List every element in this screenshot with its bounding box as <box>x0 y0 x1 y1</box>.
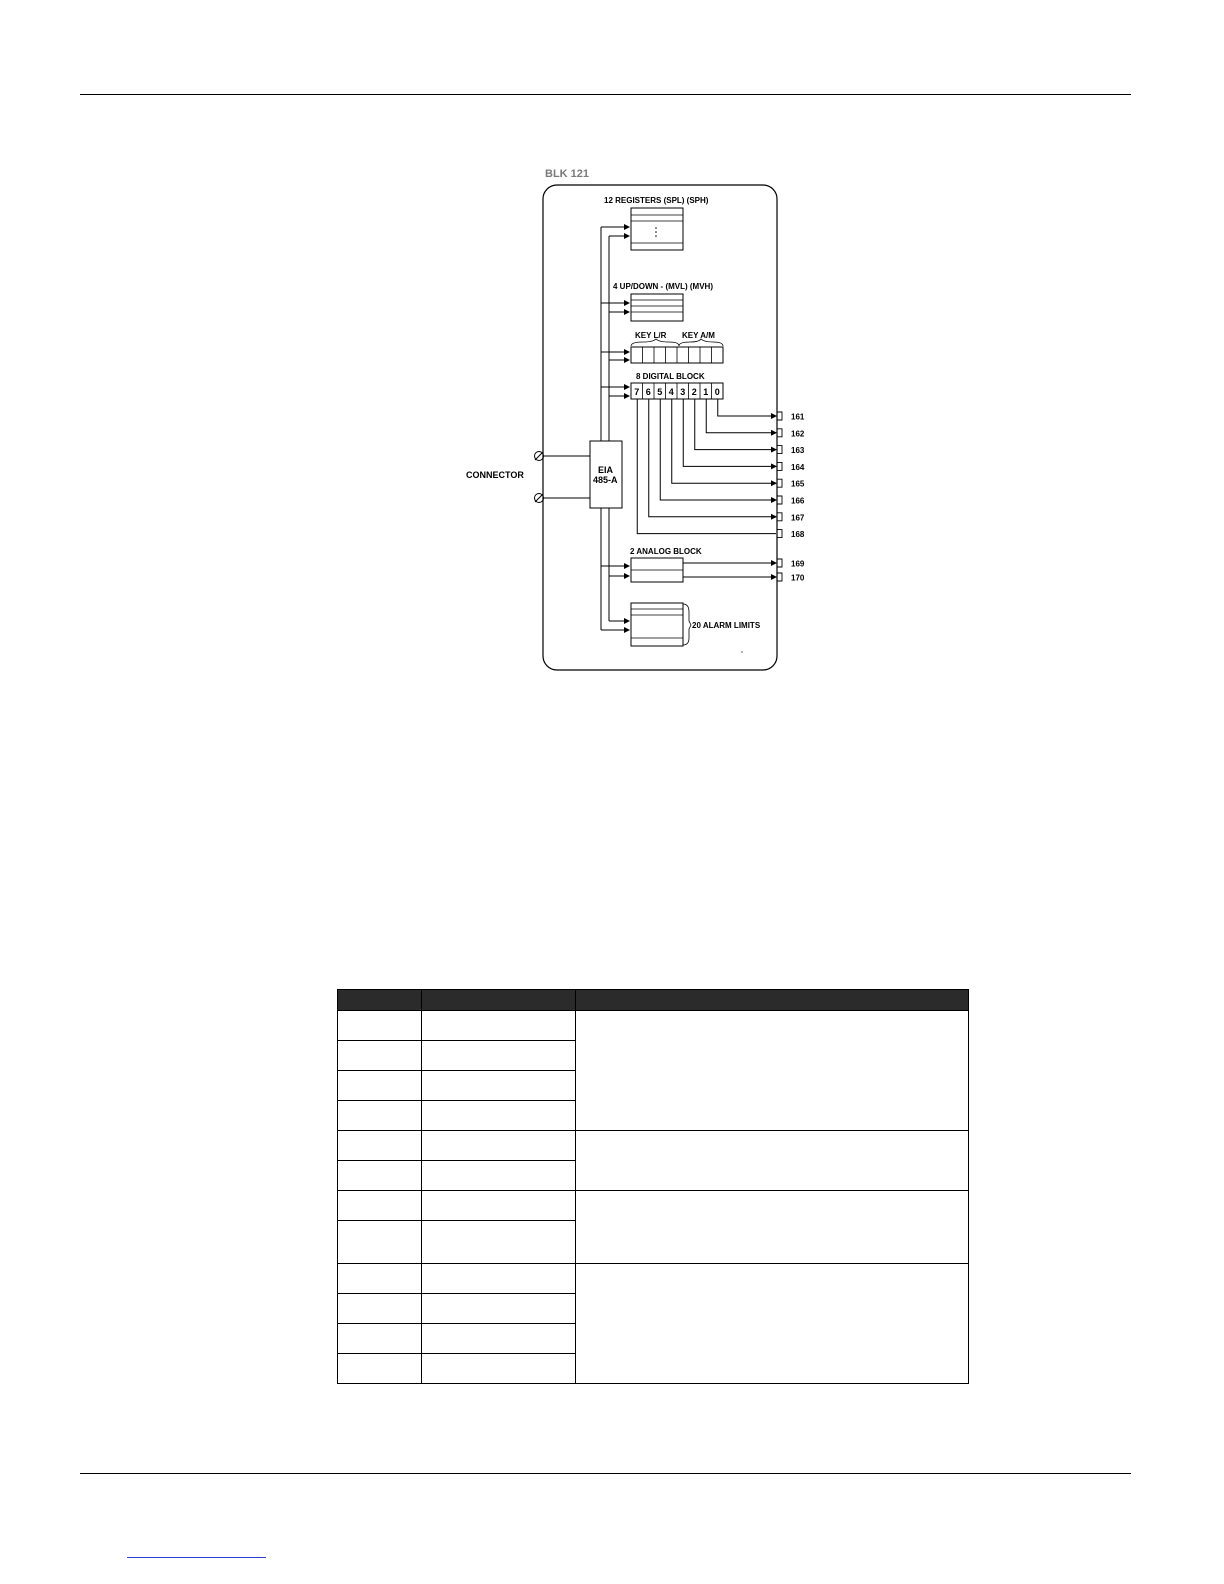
table-cell <box>422 1041 576 1071</box>
table-row <box>338 1131 969 1161</box>
output-number-label: 161 <box>791 412 805 422</box>
output-terminal-icon <box>777 496 782 504</box>
output-terminal-icon <box>777 446 782 454</box>
table-cell <box>338 1101 422 1131</box>
digital-bit-label: 5 <box>657 387 663 397</box>
table-cell <box>338 1354 422 1384</box>
table-header-cell <box>576 990 969 1011</box>
output-terminal-icon <box>777 462 782 470</box>
analog-block <box>631 558 683 582</box>
table-cell <box>338 1071 422 1101</box>
output-number-label: 168 <box>791 530 805 540</box>
table-cell <box>422 1011 576 1041</box>
table-cell <box>338 1011 422 1041</box>
output-terminal-icon <box>777 479 782 487</box>
table-group-cell <box>576 1011 969 1131</box>
output-terminal-icon <box>777 530 782 538</box>
table-cell <box>338 1294 422 1324</box>
table-header-cell <box>422 990 576 1011</box>
registers-stack <box>631 208 683 250</box>
table-cell <box>338 1324 422 1354</box>
analog-output-routes <box>683 559 805 583</box>
table-cell <box>338 1161 422 1191</box>
table-cell <box>422 1264 576 1294</box>
output-number-label: 169 <box>791 559 805 569</box>
table-cell <box>422 1191 576 1221</box>
table-cell <box>422 1131 576 1161</box>
digital-bit-label: 6 <box>645 387 651 397</box>
table-cell <box>422 1071 576 1101</box>
eia-label-line1: EIA <box>598 465 614 475</box>
digital-block-label: 8 DIGITAL BLOCK <box>636 372 705 381</box>
table-cell <box>422 1221 576 1264</box>
output-number-label: 164 <box>791 462 805 472</box>
table-cell <box>338 1041 422 1071</box>
digital-bit-label: 0 <box>714 387 720 397</box>
output-number-label: 162 <box>791 429 805 439</box>
output-number-label: 166 <box>791 496 805 506</box>
table-cell <box>338 1131 422 1161</box>
table-row <box>338 1011 969 1041</box>
block-title: BLK 121 <box>545 168 590 180</box>
footer-rule <box>80 1473 1131 1474</box>
table-group-cell <box>576 1191 969 1264</box>
key-am-label: KEY A/M <box>682 331 715 340</box>
digital-bit-label: 7 <box>634 387 640 397</box>
output-terminal-icon <box>777 513 782 521</box>
table-row <box>338 1191 969 1221</box>
table-cell <box>338 1264 422 1294</box>
connector-terminal-bottom <box>535 494 544 503</box>
table-header-cell <box>338 990 422 1011</box>
output-terminal-icon <box>777 559 782 567</box>
output-terminal-icon <box>777 573 782 581</box>
table-cell <box>422 1354 576 1384</box>
key-cells <box>631 347 723 363</box>
digital-output-routes <box>637 399 805 539</box>
analog-block-label: 2 ANALOG BLOCK <box>630 547 702 556</box>
blk-121-block-diagram <box>0 0 1224 720</box>
table-row <box>338 1264 969 1294</box>
key-lr-label: KEY L/R <box>635 331 667 340</box>
connector-terminal-top <box>535 452 544 461</box>
table-cell <box>422 1101 576 1131</box>
digital-bit-label: 4 <box>668 387 674 397</box>
digital-bit-label: 1 <box>703 387 709 397</box>
output-number-label: 165 <box>791 479 805 489</box>
output-terminal-icon <box>777 429 782 437</box>
table-cell <box>338 1191 422 1221</box>
table-cell <box>422 1161 576 1191</box>
connector-label: CONNECTOR <box>466 470 524 480</box>
table-cell <box>422 1324 576 1354</box>
alarm-limits-label: 20 ALARM LIMITS <box>692 621 761 630</box>
table-group-cell <box>576 1264 969 1384</box>
digital-bit-label: 3 <box>680 387 686 397</box>
key-lr-brace <box>631 339 679 346</box>
output-terminal-icon <box>777 412 782 420</box>
key-am-brace <box>679 339 723 346</box>
footer-link-underline[interactable] <box>127 1557 266 1558</box>
output-number-label: 167 <box>791 513 805 523</box>
output-number-label: 163 <box>791 446 805 456</box>
table-group-cell <box>576 1131 969 1191</box>
table-header-row <box>338 990 969 1011</box>
registers-label: 12 REGISTERS (SPL) (SPH) <box>604 196 709 205</box>
blk-121-parameter-table <box>337 989 969 1384</box>
updown-stack <box>631 294 683 321</box>
updown-label: 4 UP/DOWN - (MVL) (MVH) <box>613 282 713 291</box>
digital-bit-cells <box>631 383 723 399</box>
eia-label-line2: 485-A <box>593 475 618 485</box>
table-cell <box>422 1294 576 1324</box>
table-cell <box>338 1221 422 1264</box>
digital-bit-label: 2 <box>691 387 697 397</box>
output-number-label: 170 <box>791 573 805 583</box>
alarm-limits-stack <box>631 603 691 646</box>
